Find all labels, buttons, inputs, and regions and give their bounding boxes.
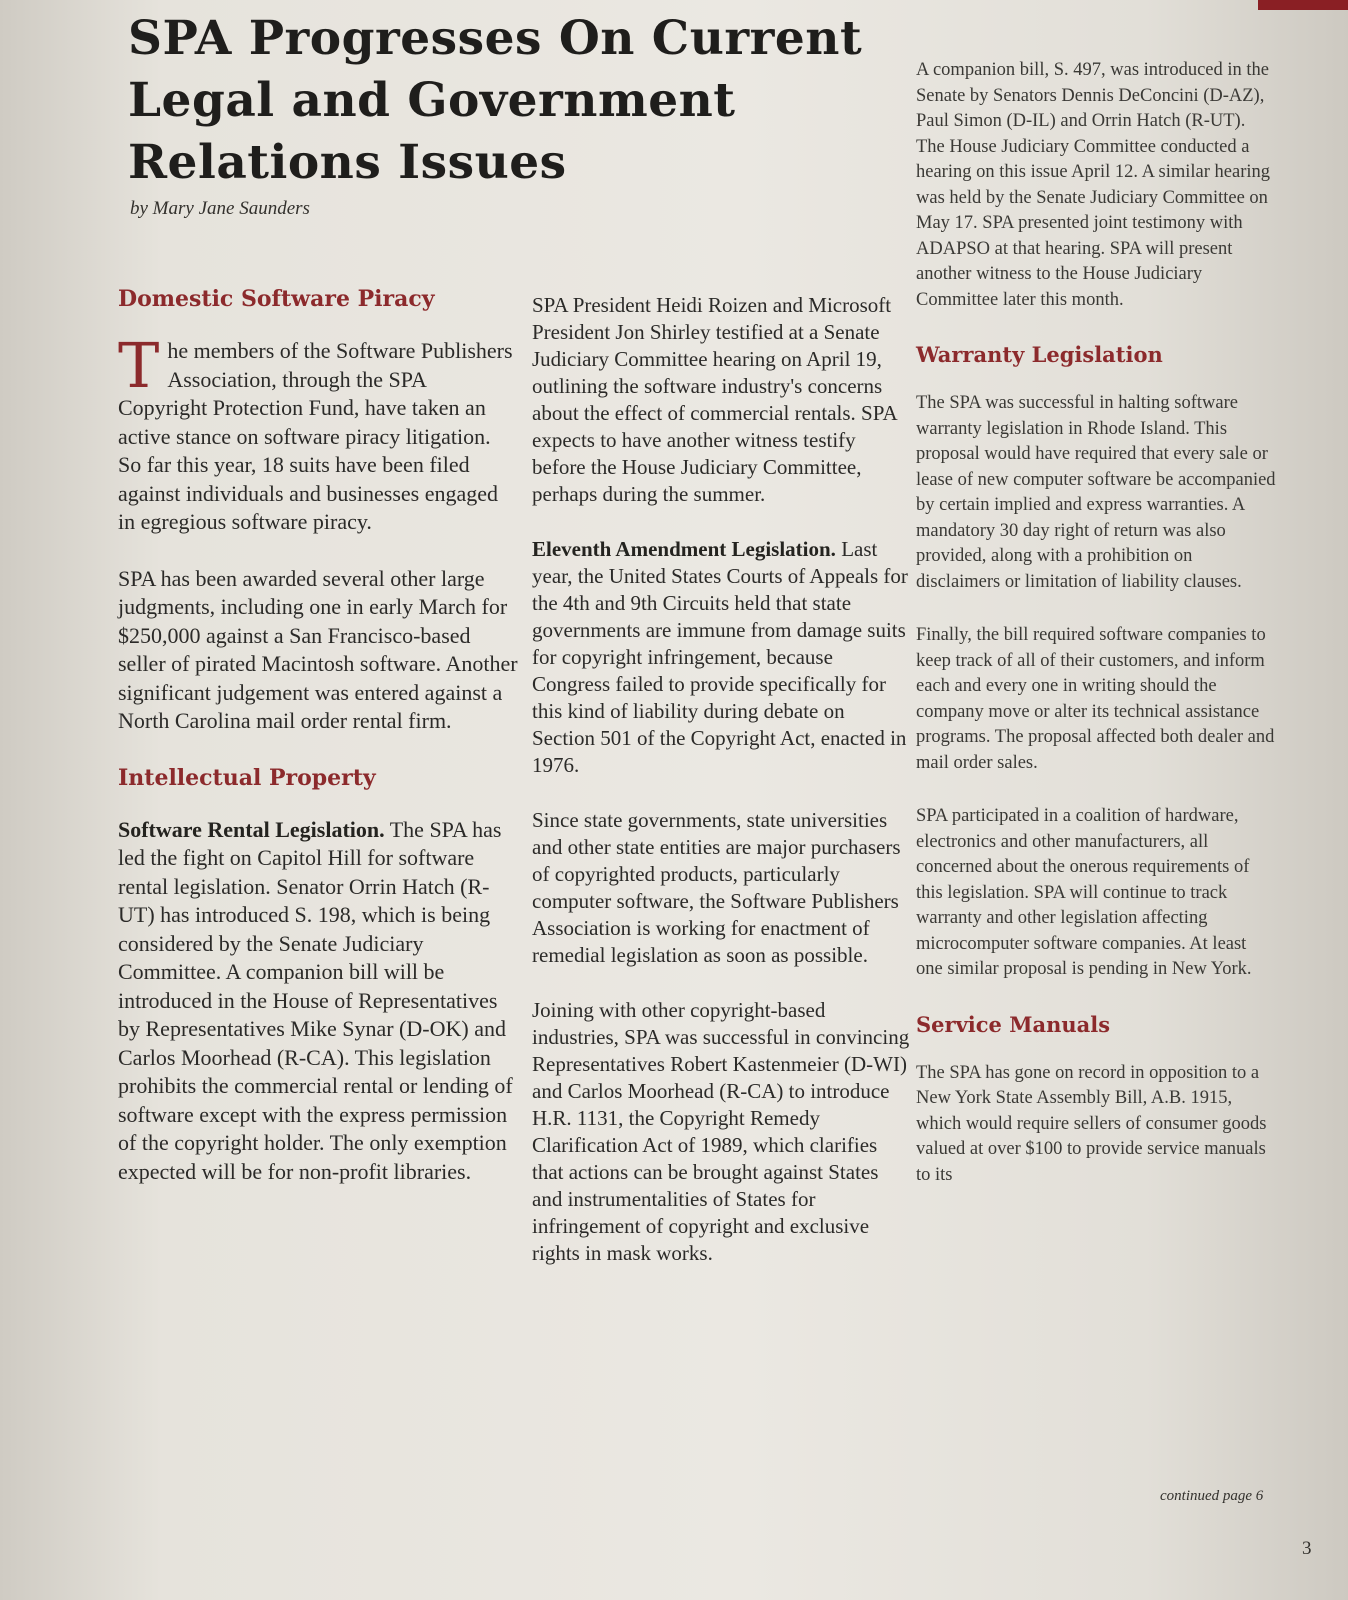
corner-color-bar: [1258, 0, 1348, 10]
paragraph-eleventh-amendment: [532, 536, 912, 779]
paragraph-warranty-customers: Finally, the bill required software companies to keep track of all of their customers, and inform each and every one in writing should the company move or alter its technical assistance programs. The proposal affected both dealer and mail order sales.: [916, 625, 1275, 773]
page-number: 3: [1302, 1538, 1312, 1559]
software-rental-text: The SPA has led the fight on Capitol Hill for software rental legislation. Senator Orrin Hatch (R-UT) has introduced S. 198, which is being considered by the Senate Judiciary Committee. A companion bill will be introduced in the House of Representatives by Representatives Mike Synar (D-OK) and Carlos Moorhead (R-CA). This legislation prohibits the commercial rental or lending of software except with the express permission of the copyright holder. The only exemption expected will be for non-profit libraries.: [118, 816, 513, 1184]
column-right: [916, 58, 1276, 1216]
paragraph-companion-bill: A companion bill, S. 497, was introduced in the Senate by Senators Dennis DeConcini (D-AZ), Paul Simon (D-IL) and Orrin Hatch (R-UT). The House Judiciary Committee conducted a hearing on this issue April 12. A similar hearing was held by the Senate Judiciary Committee on May 17. SPA presented joint testimony with ADAPSO at that hearing. SPA will present another witness to the House Judiciary Committee later this month.: [916, 60, 1271, 310]
drop-cap: T: [118, 329, 160, 402]
paragraph-piracy-intro-text: he members of the Software Publishers Association, through the SPA Copyright Protection Fund, have taken an active stance on software piracy litigation. So far this year, 18 suits have been filed against individuals and businesses engaged in egregious software piracy.: [118, 338, 513, 534]
heading-domestic-software-piracy: Domestic Software Piracy: [118, 286, 435, 312]
subhead-software-rental: Software Rental Legislation.: [118, 816, 385, 842]
article-title: SPA Progresses On Current Legal and Government Relations Issues: [128, 11, 863, 190]
heading-warranty-legislation: Warranty Legislation: [916, 342, 1163, 367]
column-middle: [532, 292, 912, 1295]
article-byline: by Mary Jane Saunders: [130, 198, 310, 219]
paragraph-warranty-coalition: SPA participated in a coalition of hardware, electronics and other manufacturers, all concerned about the onerous requirements of this legislation. SPA will continue to track warranty and other legislation affecting microcomputer software companies. At least one similar proposal is pending in New York.: [916, 806, 1252, 979]
paragraph-joining-industries: Joining with other copyright-based industries, SPA was successful in convincing Representatives Robert Kastenmeier (D-WI) and Carlos Moorhead (R-CA) to introduce H.R. 1131, the Copyright Remedy Clarification Act of 1989, which clarifies that actions can be brought against States and instrumentalities of States for infringement of copyright and exclusive rights in mask works.: [532, 998, 910, 1265]
paragraph-piracy-intro: [118, 329, 518, 537]
column-left: [118, 285, 518, 1214]
heading-service-manuals: Service Manuals: [916, 1011, 1111, 1037]
continued-note: continued page 6: [1160, 1488, 1264, 1504]
subhead-eleventh-amendment: Eleventh Amendment Legislation.: [532, 537, 836, 561]
paragraph-warranty-rhode-island: The SPA was successful in halting software warranty legislation in Rhode Island. This proposal would have required that every sale or lease of new computer software be accompanied by certain implied and express warranties. A mandatory 30 day right of return was also provided, along with a prohibition on disclaimers or limitation of liability clauses.: [916, 393, 1276, 592]
paragraph-piracy-judgments: SPA has been awarded several other large judgments, including one in early March for $250,000 against a San Francisco-based seller of pirated Macintosh software. Another significant judgement was entered against a North Carolina mail order rental firm.: [118, 565, 518, 733]
paragraph-state-purchasers: Since state governments, state universities and other state entities are major purchasers of copyrighted products, particularly computer software, the Software Publishers Association is working for enactment of remedial legislation as soon as possible.: [532, 808, 901, 967]
heading-intellectual-property: Intellectual Property: [118, 764, 376, 791]
paragraph-service-manuals: The SPA has gone on record in opposition to a New York State Assembly Bill, A.B. 1915, which would require sellers of consumer goods valued at over $100 to provide service manuals to its: [916, 1062, 1267, 1185]
paragraph-senate-testimony: SPA President Heidi Roizen and Microsoft President Jon Shirley testified at a Senate Judiciary Committee hearing on April 19, outlining the software industry's concerns about the effect of commercial rentals. SPA expects to have another witness testify before the House Judiciary Committee, perhaps during the summer.: [532, 293, 897, 506]
paragraph-software-rental: [118, 816, 518, 1187]
eleventh-amendment-text: Last year, the United States Courts of Appeals for the 4th and 9th Circuits held that state governments are immune from damage suits for copyright infringement, because Congress failed to provide specifically for this kind of liability during debate on Section 501 of the Copyright Act, enacted in 1976.: [532, 537, 908, 777]
